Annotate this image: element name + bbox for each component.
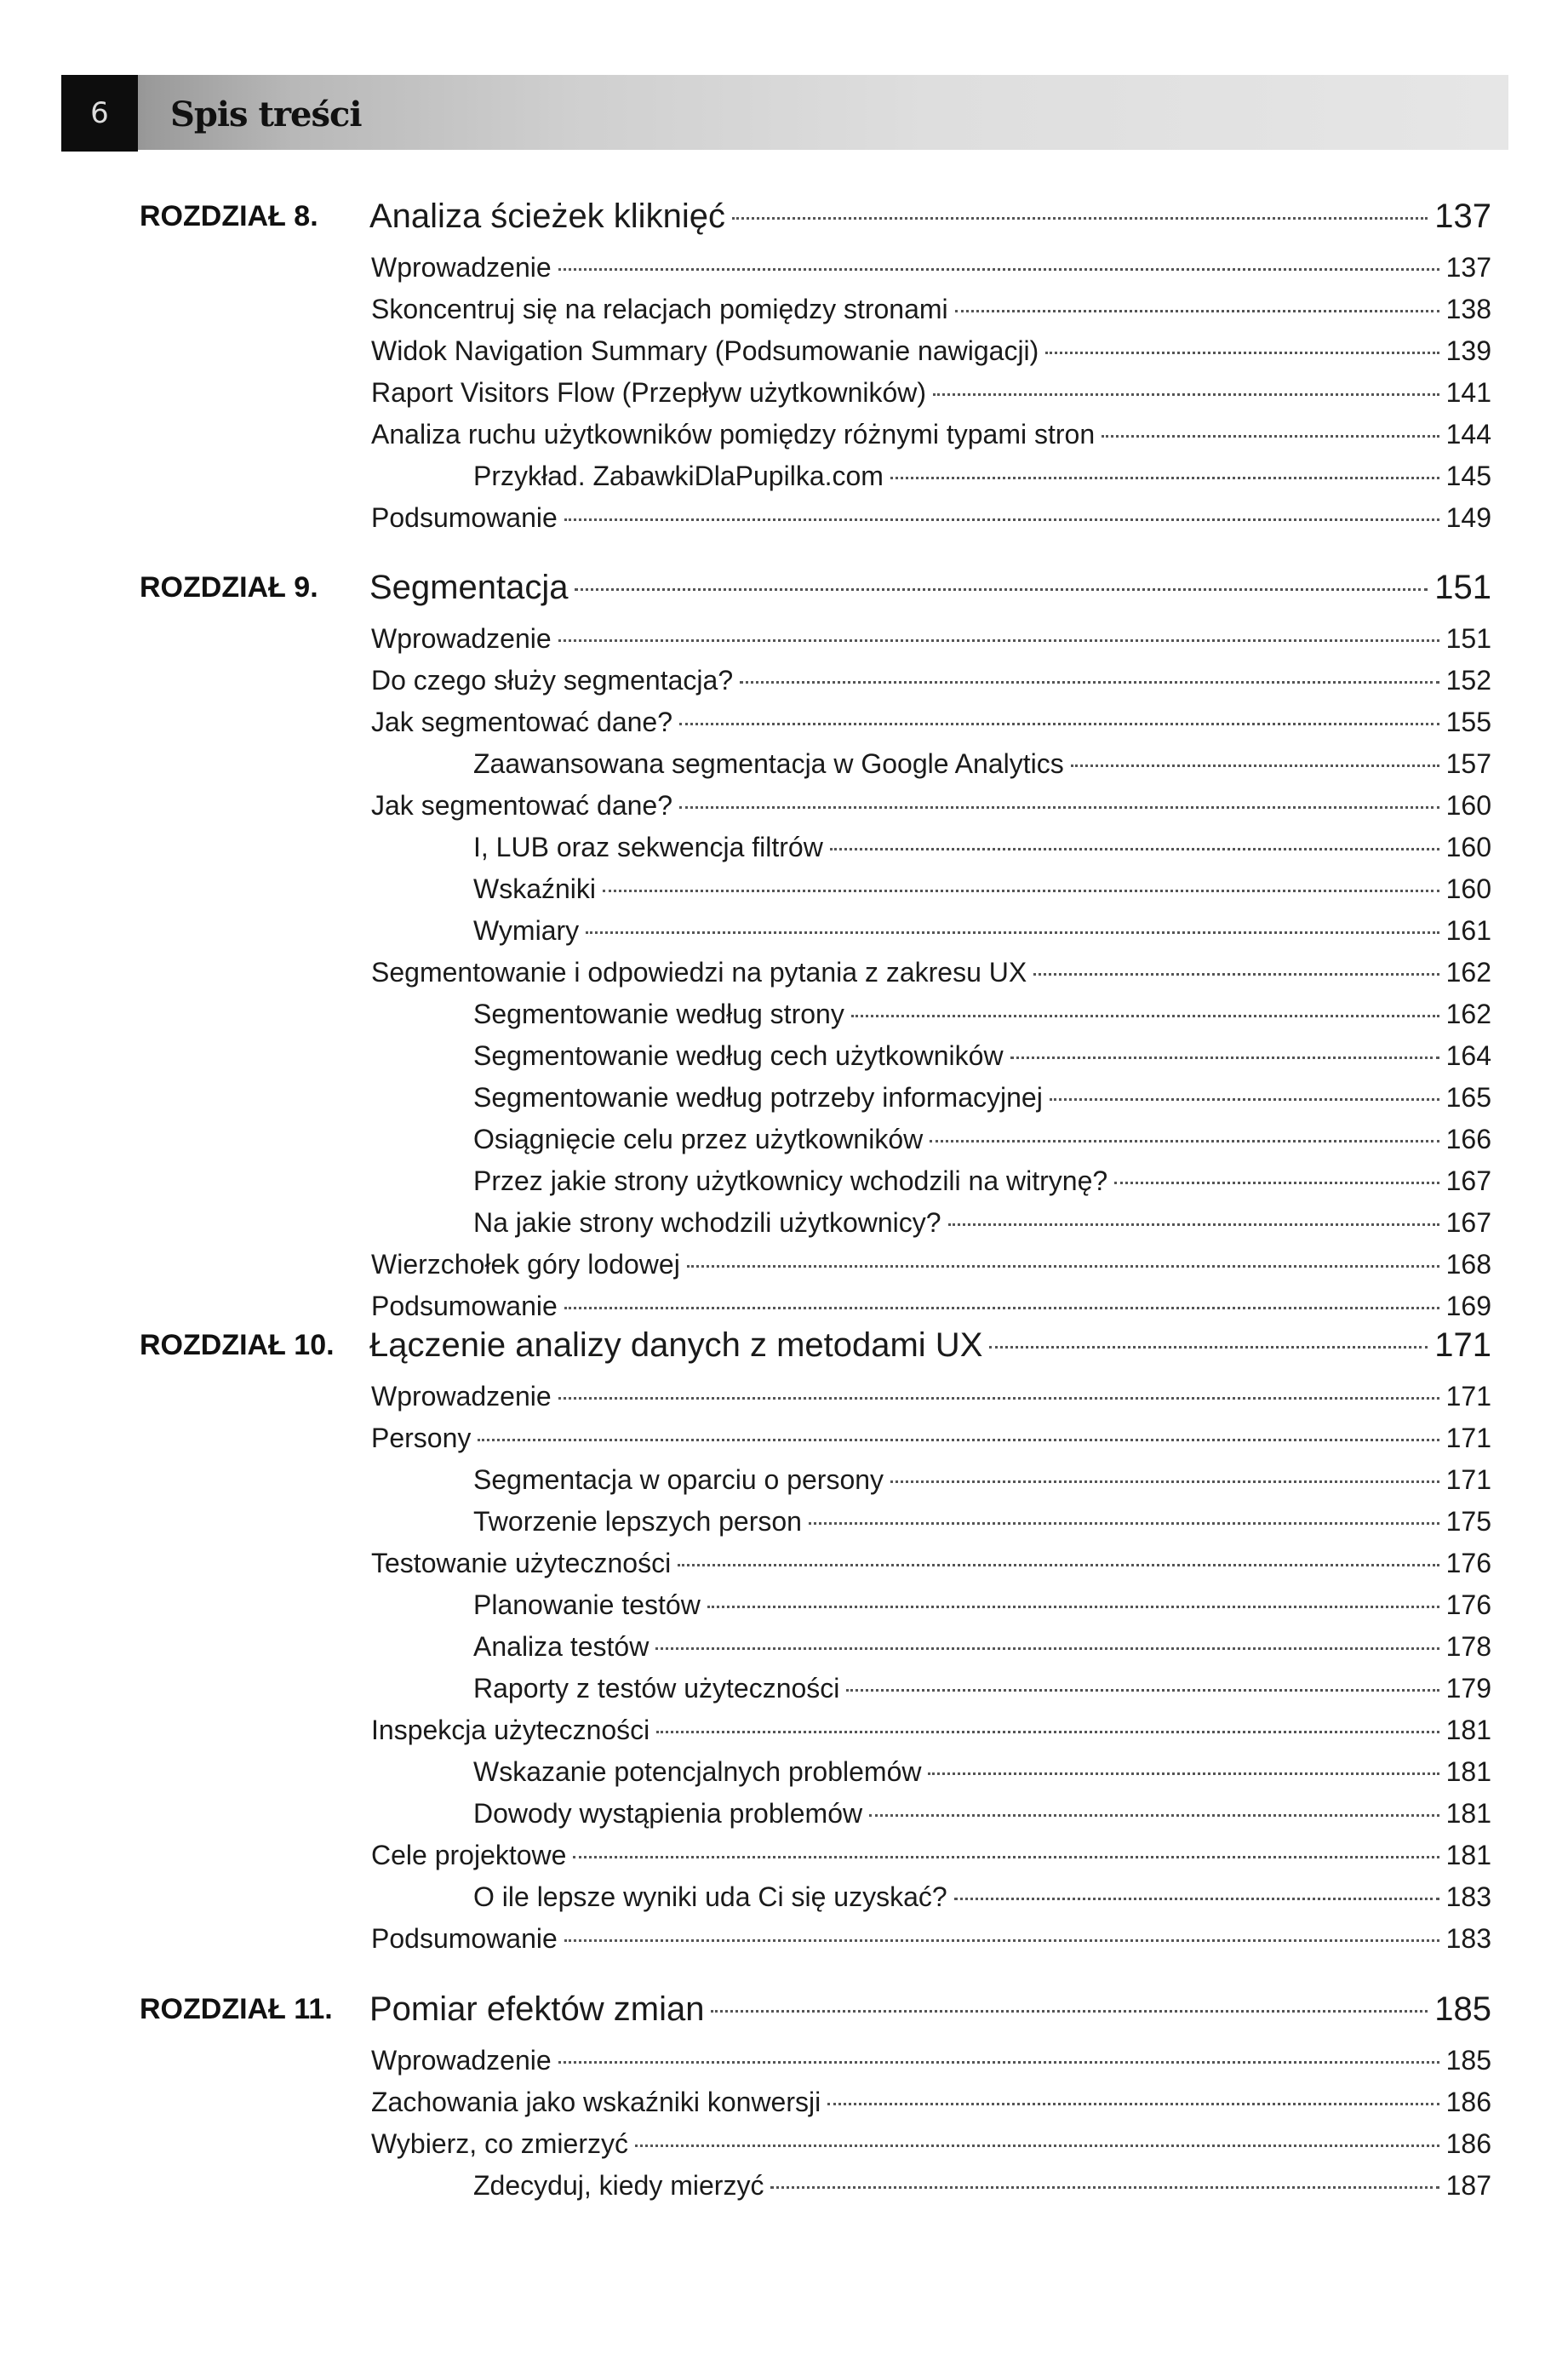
page-number-label: 178 (1445, 1631, 1491, 1662)
entry-title: Widok Navigation Summary (Podsumowanie nawigacji) (371, 335, 1039, 366)
entry-title: Tworzenie lepszych person (473, 1506, 802, 1537)
entry-title: Podsumowanie (371, 502, 558, 533)
chapter-label: ROZDZIAŁ 9. (140, 571, 318, 604)
toc-entry[interactable] (371, 952, 1491, 994)
toc-entry[interactable] (369, 186, 1491, 247)
toc-entry[interactable] (473, 1501, 1491, 1543)
page-number-label: 137 (1434, 198, 1491, 235)
toc-entry[interactable] (473, 1202, 1491, 1244)
section-title: Spis treści (170, 94, 362, 135)
entry-title: Cele projektowe (371, 1840, 567, 1870)
entry-title: Podsumowanie (371, 1923, 558, 1954)
page-number-label: 162 (1445, 999, 1491, 1029)
page-number-label: 141 (1445, 377, 1491, 408)
dot-leader (558, 2061, 1439, 2064)
toc-row (0, 618, 1568, 660)
entry-title: Wprowadzenie (371, 1381, 552, 1412)
entry-title: Inspekcja użyteczności (371, 1715, 650, 1745)
toc-row (0, 1376, 1568, 1417)
page-number-label: 137 (1445, 252, 1491, 283)
dot-leader (558, 639, 1439, 642)
page-number-label: 167 (1445, 1165, 1491, 1196)
dot-leader (707, 1606, 1439, 1608)
dot-leader (679, 806, 1439, 809)
page-number-label: 187 (1445, 2170, 1491, 2201)
page-number-label: 149 (1445, 502, 1491, 533)
dot-leader (948, 1223, 1439, 1226)
toc-row (0, 497, 1568, 539)
dot-leader (770, 2186, 1439, 2189)
entry-title: Segmentowanie według strony (473, 999, 844, 1029)
entry-title: Jak segmentować dane? (371, 707, 672, 737)
toc-entry[interactable] (371, 1709, 1491, 1751)
toc-entry[interactable] (371, 1543, 1491, 1584)
dot-leader (890, 1480, 1439, 1483)
entry-title: Przez jakie strony użytkownicy wchodzili na witrynę? (473, 1165, 1108, 1196)
dot-leader (564, 1307, 1439, 1309)
entry-title: Zaawansowana segmentacja w Google Analytics (473, 748, 1064, 779)
toc-row (0, 1244, 1568, 1286)
entry-title: Raporty z testów użyteczności (473, 1673, 840, 1704)
toc-entry[interactable] (473, 1668, 1491, 1709)
entry-title: Segmentowanie według potrzeby informacyjnej (473, 1082, 1043, 1113)
entry-title: Analiza testów (473, 1631, 650, 1662)
toc-entry[interactable] (473, 1584, 1491, 1626)
toc-entry[interactable] (473, 1160, 1491, 1202)
entry-title: Podsumowanie (371, 1291, 558, 1321)
toc-row (0, 1876, 1568, 1918)
dot-leader (1010, 1057, 1439, 1059)
entry-title: Osiągnięcie celu przez użytkowników (473, 1124, 924, 1154)
toc-entry[interactable] (371, 660, 1491, 701)
page-number-label: 171 (1445, 1464, 1491, 1495)
page-number-label: 144 (1445, 419, 1491, 450)
entry-title: Do czego służy segmentacja? (371, 665, 734, 696)
toc-entry[interactable] (369, 557, 1491, 618)
toc-row (0, 1751, 1568, 1793)
dot-leader (830, 848, 1439, 850)
dot-leader (1102, 435, 1439, 438)
chapter-heading (0, 1978, 1568, 2040)
toc-row (0, 1543, 1568, 1584)
toc-entry[interactable] (371, 414, 1491, 455)
entry-title: Raport Visitors Flow (Przepływ użytkowników) (371, 377, 927, 408)
toc-entry[interactable] (473, 455, 1491, 497)
chapter-heading (0, 1314, 1568, 1376)
page-number-label: 152 (1445, 665, 1491, 696)
toc-row (0, 743, 1568, 785)
toc-row (0, 2040, 1568, 2082)
toc-entry[interactable] (473, 994, 1491, 1035)
toc-entry[interactable] (371, 1835, 1491, 1876)
dot-leader (1045, 352, 1439, 354)
dot-leader (732, 217, 1428, 220)
chapter-heading (0, 186, 1568, 247)
chapter-label: ROZDZIAŁ 11. (140, 1993, 333, 2025)
entry-title: Na jakie strony wchodzili użytkownicy? (473, 1207, 941, 1238)
page-number-label: 183 (1445, 1923, 1491, 1954)
entry-title: I, LUB oraz sekwencja filtrów (473, 832, 823, 862)
toc-entry[interactable] (371, 618, 1491, 660)
dot-leader (1050, 1098, 1439, 1101)
page-number-label: 176 (1445, 1548, 1491, 1578)
toc-row (0, 1202, 1568, 1244)
page-number-label: 183 (1445, 1881, 1491, 1912)
entry-title: Analiza ruchu użytkowników pomiędzy różnymi typami stron (371, 419, 1096, 450)
dot-leader (869, 1814, 1439, 1817)
entry-title: Dowody wystąpienia problemów (473, 1798, 863, 1829)
dot-leader (740, 681, 1439, 684)
toc-entry[interactable] (473, 743, 1491, 785)
dot-leader (955, 310, 1439, 312)
dot-leader (558, 1397, 1439, 1400)
dot-leader (679, 723, 1439, 725)
page-number-label: 155 (1445, 707, 1491, 737)
page-number-label: 169 (1445, 1291, 1491, 1321)
entry-title: Testowanie użyteczności (371, 1548, 672, 1578)
page-number-label: 185 (1434, 1990, 1491, 2028)
toc-row (0, 1584, 1568, 1626)
toc-row (0, 1501, 1568, 1543)
dot-leader (558, 268, 1439, 271)
page-number-label: 181 (1445, 1840, 1491, 1870)
toc-entry[interactable] (371, 372, 1491, 414)
page-number-label: 145 (1445, 461, 1491, 491)
dot-leader (564, 518, 1439, 521)
dot-leader (890, 477, 1439, 479)
page-number-label: 164 (1445, 1040, 1491, 1071)
page-number-label: 175 (1445, 1506, 1491, 1537)
dot-leader (575, 588, 1428, 591)
entry-title: Skoncentruj się na relacjach pomiędzy stronami (371, 294, 948, 324)
toc-row (0, 1835, 1568, 1876)
page-number: 6 (61, 75, 138, 152)
dot-leader (851, 1015, 1439, 1017)
dot-leader (603, 890, 1439, 892)
toc-entry[interactable] (473, 1077, 1491, 1119)
entry-title: Zachowania jako wskaźniki konwersji (371, 2087, 821, 2117)
entry-title: Segmentowanie i odpowiedzi na pytania z zakresu UX (371, 957, 1027, 988)
toc-entry[interactable] (473, 1035, 1491, 1077)
toc-entry[interactable] (473, 910, 1491, 952)
dot-leader (827, 2103, 1439, 2105)
toc-row (0, 660, 1568, 701)
entry-title: Segmentowanie według cech użytkowników (473, 1040, 1004, 1071)
entry-title: Wprowadzenie (371, 623, 552, 654)
page-number-label: 160 (1445, 873, 1491, 904)
page-number-label: 185 (1445, 2045, 1491, 2076)
toc-row (0, 1668, 1568, 1709)
toc-row (0, 701, 1568, 743)
toc-entry[interactable] (473, 1876, 1491, 1918)
page-number-label: 171 (1434, 1326, 1491, 1364)
page-number-label: 181 (1445, 1756, 1491, 1787)
entry-title: Przykład. ZabawkiDlaPupilka.com (473, 461, 884, 491)
page-number-label: 138 (1445, 294, 1491, 324)
page-number-label: 151 (1445, 623, 1491, 654)
toc-entry[interactable] (371, 330, 1491, 372)
chapter-8 (0, 186, 1568, 539)
toc-row (0, 289, 1568, 330)
toc-row (0, 330, 1568, 372)
page-number-label: 168 (1445, 1249, 1491, 1280)
toc-entry[interactable] (369, 1978, 1491, 2040)
toc-entry[interactable] (473, 1793, 1491, 1835)
page-number-label: 160 (1445, 790, 1491, 821)
dot-leader (930, 1140, 1439, 1142)
dot-leader (928, 1772, 1439, 1775)
toc-entry[interactable] (371, 2082, 1491, 2123)
toc-row (0, 1160, 1568, 1202)
toc-entry[interactable] (371, 701, 1491, 743)
entry-title: Segmentacja w oparciu o persony (473, 1464, 884, 1495)
entry-title: Wskaźniki (473, 873, 597, 904)
page-number-label: 151 (1434, 569, 1491, 606)
entry-title: Wymiary (473, 915, 580, 946)
entry-title: Persony (371, 1423, 472, 1453)
entry-title: Wprowadzenie (371, 2045, 552, 2076)
toc-row (0, 414, 1568, 455)
toc-row (0, 1035, 1568, 1077)
page-number-label: 186 (1445, 2087, 1491, 2117)
dot-leader (1033, 973, 1439, 976)
toc-row (0, 2082, 1568, 2123)
page-number-label: 167 (1445, 1207, 1491, 1238)
toc-row (0, 1077, 1568, 1119)
chapter-label: ROZDZIAŁ 8. (140, 200, 318, 232)
page-number-label: 186 (1445, 2128, 1491, 2159)
entry-title: Wybierz, co zmierzyć (371, 2128, 628, 2159)
toc-row (0, 910, 1568, 952)
chapter-heading (0, 557, 1568, 618)
page-number-label: 160 (1445, 832, 1491, 862)
page-number-label: 171 (1445, 1423, 1491, 1453)
entry-title: Pomiar efektów zmian (369, 1990, 705, 2028)
page-number-label: 157 (1445, 748, 1491, 779)
toc-row (0, 994, 1568, 1035)
toc-row (0, 952, 1568, 994)
dot-leader (478, 1439, 1439, 1441)
dot-leader (678, 1564, 1439, 1566)
toc-entry[interactable] (369, 1314, 1491, 1376)
toc-entry[interactable] (473, 1119, 1491, 1160)
entry-title: O ile lepsze wyniki uda Ci się uzyskać? (473, 1881, 947, 1912)
toc-entry[interactable] (473, 827, 1491, 868)
toc-entry[interactable] (371, 497, 1491, 539)
dot-leader (655, 1647, 1439, 1650)
toc-entry[interactable] (473, 1626, 1491, 1668)
toc-entry[interactable] (371, 247, 1491, 289)
toc-entry[interactable] (473, 1751, 1491, 1793)
toc-row (0, 1709, 1568, 1751)
dot-leader (954, 1898, 1439, 1900)
toc-row (0, 1918, 1568, 1960)
toc-entry[interactable] (371, 785, 1491, 827)
dot-leader (687, 1265, 1439, 1268)
toc-entry[interactable] (473, 2165, 1491, 2207)
page-number-label: 176 (1445, 1589, 1491, 1620)
page-number-label: 171 (1445, 1381, 1491, 1412)
toc-row (0, 1626, 1568, 1668)
entry-title: Analiza ścieżek kliknięć (369, 198, 725, 235)
dot-leader (809, 1522, 1439, 1525)
chapter-11 (0, 1978, 1568, 2207)
dot-leader (586, 931, 1439, 934)
toc-entry[interactable] (371, 1918, 1491, 1960)
page-number-label: 179 (1445, 1673, 1491, 1704)
toc-row (0, 868, 1568, 910)
dot-leader (635, 2145, 1439, 2147)
chapter-10 (0, 1314, 1568, 1960)
entry-title: Wskazanie potencjalnych problemów (473, 1756, 922, 1787)
toc-entry[interactable] (371, 2040, 1491, 2082)
toc-row (0, 1417, 1568, 1459)
toc-row (0, 2165, 1568, 2207)
toc-row (0, 1459, 1568, 1501)
dot-leader (1071, 764, 1439, 767)
toc-row (0, 827, 1568, 868)
entry-title: Wprowadzenie (371, 252, 552, 283)
page-number-label: 181 (1445, 1798, 1491, 1829)
dot-leader (1114, 1182, 1439, 1184)
toc-entry[interactable] (473, 868, 1491, 910)
dot-leader (846, 1689, 1439, 1692)
entry-title: Zdecyduj, kiedy mierzyć (473, 2170, 764, 2201)
page-number-label: 162 (1445, 957, 1491, 988)
toc-row (0, 372, 1568, 414)
toc-row (0, 785, 1568, 827)
dot-leader (656, 1731, 1439, 1733)
dot-leader (564, 1939, 1439, 1942)
toc-entry[interactable] (371, 1244, 1491, 1286)
toc-row (0, 1793, 1568, 1835)
page-number-label: 181 (1445, 1715, 1491, 1745)
dot-leader (933, 393, 1439, 396)
toc-entry[interactable] (473, 1459, 1491, 1501)
chapter-9 (0, 557, 1568, 1327)
toc-entry[interactable] (371, 1376, 1491, 1417)
page-number-label: 165 (1445, 1082, 1491, 1113)
page-number-label: 139 (1445, 335, 1491, 366)
dot-leader (573, 1856, 1439, 1858)
entry-title: Jak segmentować dane? (371, 790, 672, 821)
entry-title: Łączenie analizy danych z metodami UX (369, 1326, 983, 1364)
entry-title: Wierzchołek góry lodowej (371, 1249, 680, 1280)
entry-title: Planowanie testów (473, 1589, 701, 1620)
entry-title: Segmentacja (369, 569, 569, 606)
chapter-label: ROZDZIAŁ 10. (140, 1329, 335, 1361)
page-number-label: 166 (1445, 1124, 1491, 1154)
toc-row (0, 247, 1568, 289)
dot-leader (711, 2010, 1428, 2013)
dot-leader (989, 1346, 1428, 1349)
toc-entry[interactable] (371, 1417, 1491, 1459)
toc-row (0, 2123, 1568, 2165)
toc-entry[interactable] (371, 2123, 1491, 2165)
toc-row (0, 455, 1568, 497)
toc-entry[interactable] (371, 289, 1491, 330)
page-number-label: 161 (1445, 915, 1491, 946)
toc-row (0, 1119, 1568, 1160)
